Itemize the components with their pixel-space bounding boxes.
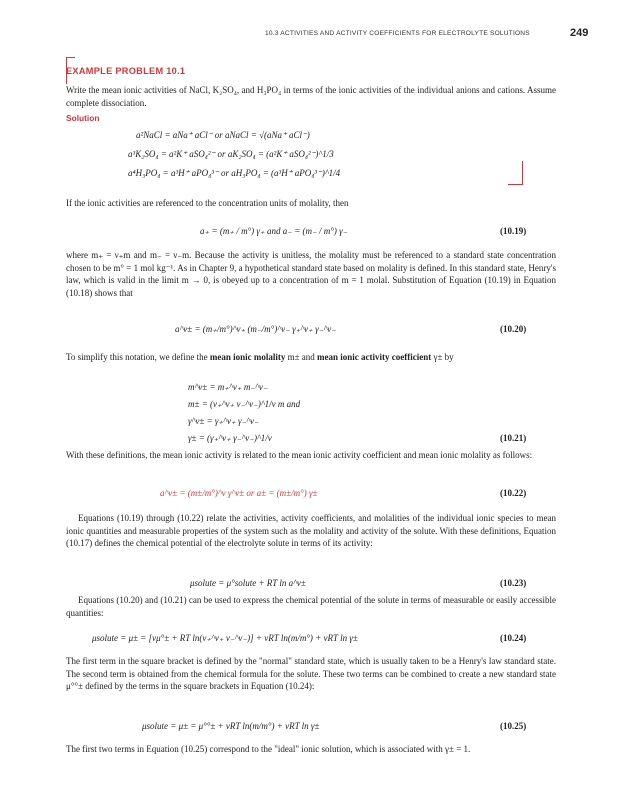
equation-number-10-20: (10.20)	[500, 324, 527, 334]
equation-number-10-24: (10.24)	[500, 633, 527, 643]
equation-10-20: a^ν± = (m₊/m°)^ν₊ (m₋/m°)^ν₋ γ₊^ν₊ γ₋^ν₋	[175, 324, 337, 334]
term-mean-ionic-molality: mean ionic molality	[209, 352, 286, 362]
equation-10-25: μsolute = μ± = μ°°± + νRT ln(m/m°) + νRT ln γ±	[142, 721, 320, 731]
paragraph-4: With these definitions, the mean ionic activity is related to the mean ionic activity coefficient and mean ionic molality as follows:	[66, 450, 533, 460]
equation-10-21-line-4: γ± = (γ₊^ν₊ γ₋^ν₋)^1/ν	[188, 433, 272, 443]
equation-10-22: a^ν± = (m±/m°)^ν γ^ν± or a± = (m±/m°) γ±	[160, 488, 318, 498]
solution-eq-h3po4: a⁴H₃PO₄ = a³H⁺ aPO₄³⁻ or aH₃PO₄ = (a³H⁺ aPO₄³⁻)^1/4	[128, 168, 341, 178]
p3-pre: To simplify this notation, we define the	[66, 352, 210, 362]
equation-number-10-21: (10.21)	[500, 433, 527, 443]
term-mean-ionic-activity-coefficient: mean ionic activity coefficient	[317, 352, 432, 362]
example-problem-text: Write the mean ionic activities of NaCl, K₂SO₄, and H₃PO₄ in terms of the ionic activities of the individual anions and cations. Assume complete dissociation.	[66, 85, 556, 108]
paragraph-6: Equations (10.20) and (10.21) can be used to express the chemical potential of the solute in terms of measurable or easily accessible quantities:	[66, 595, 556, 618]
solution-label: Solution	[66, 113, 100, 123]
solution-eq-k2so4: a³K₂SO₄ = a²K⁺ aSO₄²⁻ or aK₂SO₄ = (a²K⁺ aSO₄²⁻)^1/3	[128, 149, 334, 159]
p3-mid: m± and	[285, 352, 318, 362]
running-title: 10.3 ACTIVITIES AND ACTIVITY COEFFICIENTS FOR ELECTROLYTE SOLUTIONS	[265, 30, 530, 37]
paragraph-7: The first term in the square bracket is defined by the "normal" standard state, which is usually taken to be a Henry's law standard state. The second term is obtained from the chemical formula for the solute. These two terms can be combined to create a new standard state μ°°± defined by the terms in the square brackets in Equation (10.24):	[66, 656, 556, 692]
equation-10-24: μsolute = μ± = [νμ°± + RT ln(ν₊^ν₊ ν₋^ν₋)] + νRT ln(m/m°) + νRT ln γ±	[92, 633, 358, 643]
equation-number-10-19: (10.19)	[500, 226, 527, 236]
equation-number-10-25: (10.25)	[500, 721, 527, 731]
p3-post: γ± by	[431, 352, 454, 362]
paragraph-3	[66, 351, 556, 364]
running-header	[0, 27, 626, 44]
equation-10-23: μsolute = μ°solute + RT ln a^ν±	[190, 578, 306, 588]
example-title: EXAMPLE PROBLEM 10.1	[66, 66, 186, 76]
paragraph-5: Equations (10.19) through (10.22) relate the activities, activity coefficients, and molalities of the individual ionic species to mean ionic quantities and measurable properties of the system such as the molality and activity of the solute. With these definitions, Equation (10.17) defines the chemical potential of the electrolyte solute in terms of its activity:	[66, 513, 556, 549]
page-number: 249	[570, 27, 589, 39]
equation-10-21-line-2: m± = (ν₊^ν₊ ν₋^ν₋)^1/ν m and	[188, 399, 301, 409]
equation-number-10-22: (10.22)	[500, 488, 527, 498]
equation-number-10-23: (10.23)	[500, 578, 527, 588]
example-close-bracket	[508, 161, 523, 185]
paragraph-2: where m₊ = ν₊m and m₋ = ν₋m. Because the activity is unitless, the molality must be referenced to a standard state concentration chosen to be m° = 1 mol kg⁻¹. As in Chapter 9, a hypothetical standard state based on molality is defined. In this standard state, Henry's law, which is valid in the limit m → 0, is obeyed up to a concentration of m = 1 molal. Substitution of Equation (10.19) in Equation (10.18) shows that	[66, 250, 556, 298]
equation-10-21-line-1: m^ν± = m₊^ν₊ m₋^ν₋	[188, 382, 268, 392]
equation-10-21-line-3: γ^ν± = γ₊^ν₊ γ₋^ν₋	[188, 416, 259, 426]
solution-eq-nacl: a²NaCl = aNa⁺ aCl⁻ or aNaCl = √(aNa⁺ aCl⁻)	[136, 130, 310, 140]
equation-10-19: a₊ = (m₊ / m°) γ₊ and a₋ = (m₋ / m°) γ₋	[200, 226, 348, 236]
paragraph-8: The first two terms in Equation (10.25) correspond to the "ideal" ionic solution, which is associated with γ± = 1.	[66, 744, 471, 754]
paragraph-1: If the ionic activities are referenced to the concentration units of molality, then	[66, 198, 349, 208]
